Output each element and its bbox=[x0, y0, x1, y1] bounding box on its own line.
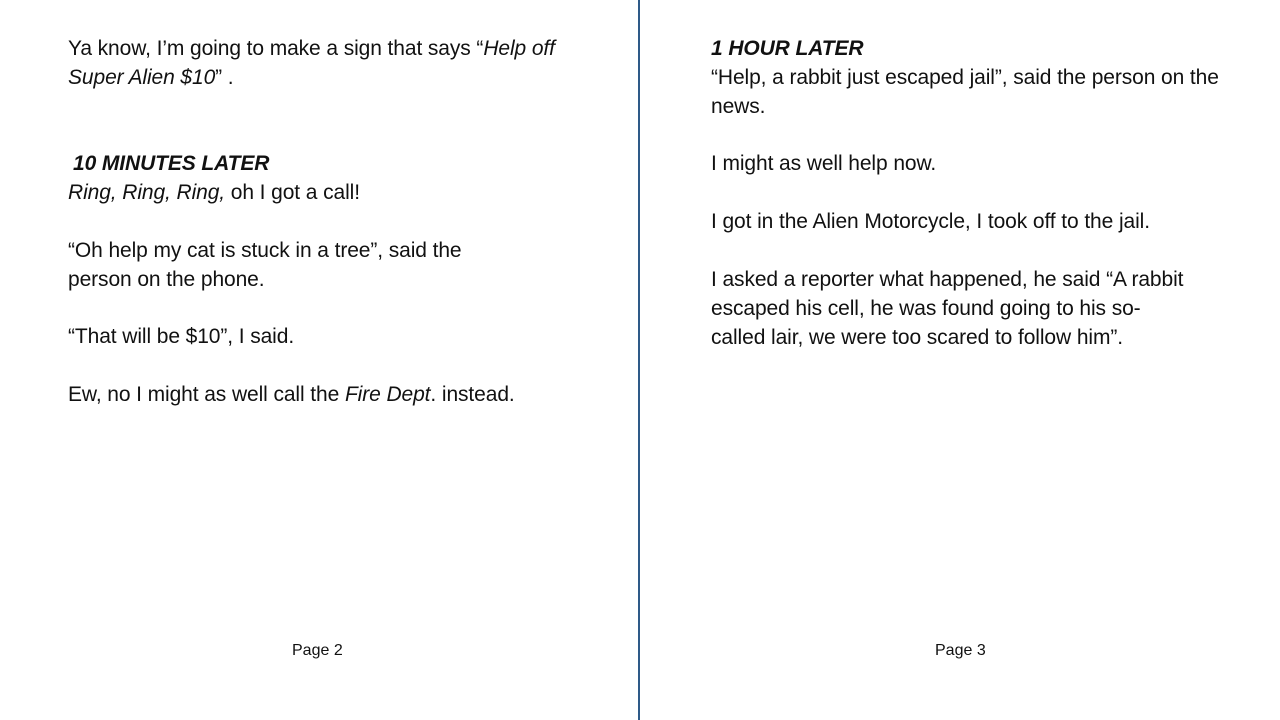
call-text: oh I got a call! bbox=[225, 181, 360, 204]
sign-intro-text: Ya know, I’m going to make a sign that says “ bbox=[68, 37, 484, 60]
page-number: Page 3 bbox=[935, 642, 986, 659]
page-divider bbox=[638, 0, 640, 720]
sign-paragraph bbox=[68, 34, 588, 92]
price-quote-text: “That will be $10”, I said. bbox=[68, 325, 295, 348]
page-number: Page 2 bbox=[292, 642, 343, 659]
cat-quote-text: “Oh help my cat is stuck in a tree”, said the person on the phone. bbox=[68, 239, 462, 291]
ring-paragraph bbox=[68, 178, 588, 207]
page-3 bbox=[641, 0, 1280, 720]
motorcycle-text: I got in the Alien Motorcycle, I took off to the jail. bbox=[711, 210, 1150, 233]
heading-10-minutes bbox=[73, 149, 593, 178]
fire-dept-paragraph bbox=[68, 380, 588, 409]
help-now-paragraph bbox=[711, 149, 1231, 178]
section-heading: 10 MINUTES LATER bbox=[73, 152, 270, 175]
price-quote-paragraph bbox=[68, 322, 588, 351]
section-heading: 1 HOUR LATER bbox=[711, 37, 864, 60]
news-quote-text: “Help, a rabbit just escaped jail”, said the person on the news. bbox=[711, 66, 1219, 118]
sign-text: Help off Super Alien $10 bbox=[68, 37, 555, 89]
page-2 bbox=[0, 0, 639, 720]
cat-quote-paragraph bbox=[68, 236, 528, 294]
ring-text: Ring, Ring, Ring, bbox=[68, 181, 226, 204]
reporter-text: I asked a reporter what happened, he said “A rabbit escaped his cell, he was found going to his so-called lair, we were too scared to follow him”. bbox=[711, 268, 1184, 349]
reporter-paragraph bbox=[711, 265, 1191, 352]
fire-intro-text: Ew, no I might as well call the bbox=[68, 383, 345, 406]
heading-1-hour bbox=[711, 34, 1231, 63]
help-now-text: I might as well help now. bbox=[711, 152, 937, 175]
fire-dept-text: Fire Dept bbox=[344, 383, 431, 406]
motorcycle-paragraph bbox=[711, 207, 1231, 236]
sign-end-text: ” . bbox=[215, 66, 234, 89]
news-quote-paragraph bbox=[711, 63, 1231, 121]
fire-end-text: . instead. bbox=[430, 383, 515, 406]
